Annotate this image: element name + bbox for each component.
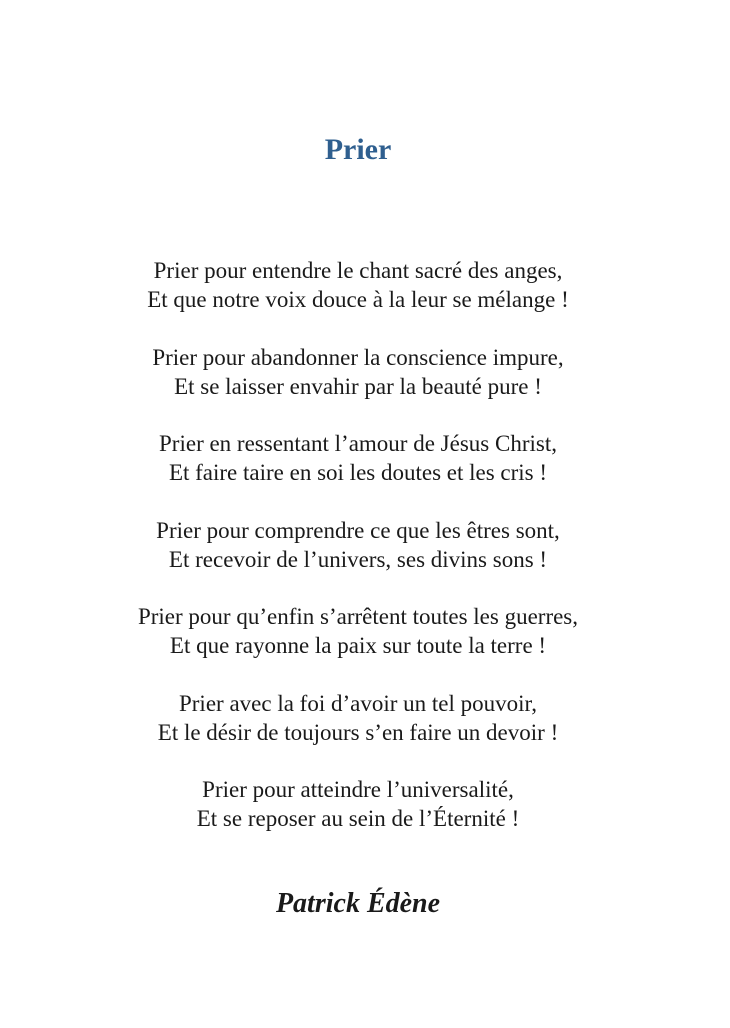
poem-line: Prier pour abandonner la conscience impure, [152, 344, 564, 370]
poem-author: Patrick Édène [275, 888, 441, 919]
poem-line: Prier en ressentant l’amour de Jésus Christ, [159, 431, 557, 456]
poem-line: Et le désir de toujours s’en faire un devoir ! [157, 719, 559, 745]
poem-line: Et recevoir de l’univers, ses divins sons ! [168, 546, 548, 572]
poem-body [0, 256, 716, 862]
poem-line: Prier pour qu’enfin s’arrêtent toutes les guerres, [137, 604, 579, 629]
poem-line: Et que rayonne la paix sur toute la terre ! [169, 633, 547, 658]
poem-line: Prier avec la foi d’avoir un tel pouvoir, [178, 690, 538, 716]
poem-line: Et se reposer au sein de l’Éternité ! [196, 806, 520, 831]
poem-title: Prier [324, 133, 392, 166]
poem-line: Et que notre voix douce à la leur se mélange ! [147, 287, 569, 312]
stanza-7 [0, 775, 716, 833]
poem-line: Prier pour atteindre l’universalité, [202, 777, 514, 802]
stanza-3 [0, 429, 716, 487]
poem-line: Et se laisser envahir par la beauté pure ! [174, 373, 542, 399]
poem-line: Prier pour comprendre ce que les êtres sont, [156, 517, 560, 543]
poem-line: Et faire taire en soi les doutes et les cris ! [168, 460, 548, 485]
stanza-1 [0, 256, 716, 314]
poem-line: Prier pour entendre le chant sacré des anges, [153, 258, 563, 283]
stanza-4 [0, 516, 716, 574]
stanza-6 [0, 689, 716, 747]
stanza-2 [0, 343, 716, 401]
stanza-5 [0, 602, 716, 660]
